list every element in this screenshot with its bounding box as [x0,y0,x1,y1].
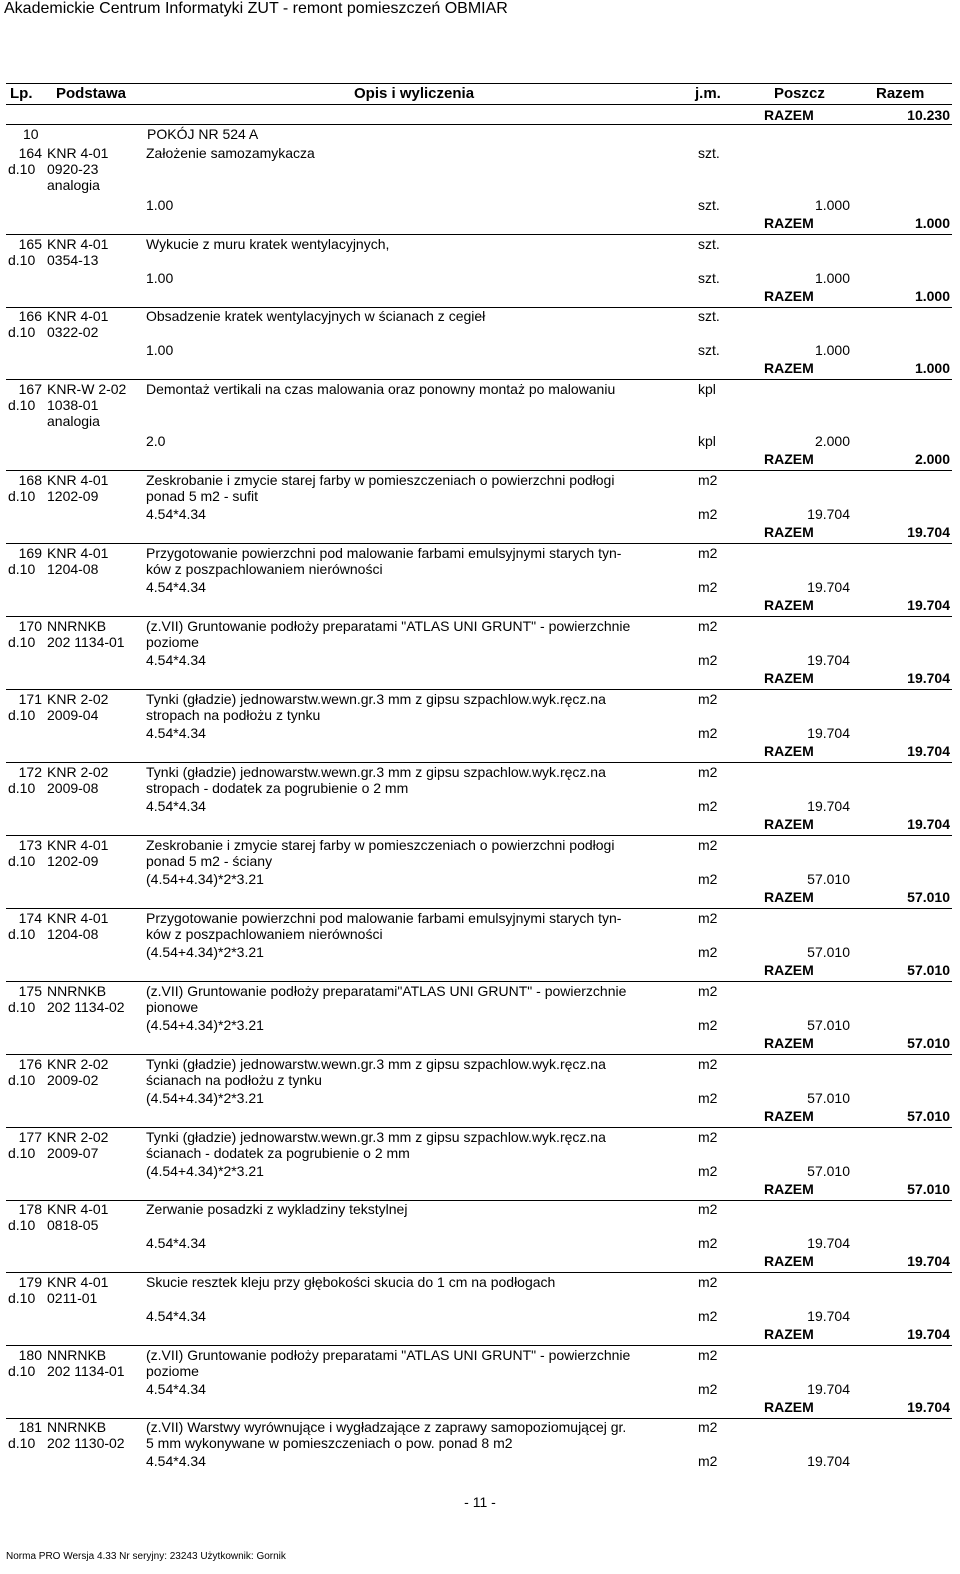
page-number: - 11 - [464,1494,496,1510]
item-basis-line: KNR 4-01 [47,236,109,252]
item-calc-unit: m2 [698,1235,718,1251]
item-basis-line: 1202-09 [47,853,99,869]
item-unit: m2 [698,764,718,780]
item-lp: 176 [18,1056,42,1072]
item-lp-sub: d.10 [8,1363,36,1379]
item-lp-sub: d.10 [8,1217,36,1233]
item-description-line: ścianach - dodatek za pogrubienie o 2 mm [146,1145,410,1161]
item-basis-line: KNR 2-02 [47,1129,109,1145]
item-lp-sub: d.10 [8,324,36,340]
item-rule [6,689,952,690]
item-unit: m2 [698,691,718,707]
item-basis-line: 0354-13 [47,252,99,268]
item-basis-line: 2009-02 [47,1072,99,1088]
item-razem-label: RAZEM [764,743,814,759]
item-razem-label: RAZEM [764,1181,814,1197]
item-lp-sub: d.10 [8,561,36,577]
top-razem-value: 10.230 [907,107,950,123]
item-description-line: poziome [146,1363,199,1379]
item-calc-unit: szt. [698,342,720,358]
item-partial-value: 57.010 [807,1017,850,1033]
item-basis-line: 2009-07 [47,1145,99,1161]
item-lp-sub: d.10 [8,707,36,723]
item-basis-line: 2009-08 [47,780,99,796]
item-description-line: ścianach na podłożu z tynku [146,1072,322,1088]
item-description-line: Skucie resztek kleju przy głębokości skucia do 1 cm na podłogach [146,1274,556,1290]
item-lp: 169 [18,545,42,561]
item-partial-value: 19.704 [807,1235,850,1251]
col-header-razem: Razem [876,85,925,102]
item-lp-sub: d.10 [8,252,36,268]
item-lp-sub: d.10 [8,1290,36,1306]
item-unit: m2 [698,1056,718,1072]
item-razem-value: 57.010 [907,1181,950,1197]
item-lp-sub: d.10 [8,926,36,942]
item-calc-unit: szt. [698,270,720,286]
item-calculation: 1.00 [146,342,174,358]
item-rule [6,762,952,763]
item-unit: m2 [698,618,718,634]
item-lp-sub: d.10 [8,999,36,1015]
item-basis-line: analogia [47,413,100,429]
item-description-line: Założenie samozamykacza [146,145,315,161]
item-unit: m2 [698,1129,718,1145]
item-partial-value: 19.704 [807,1308,850,1324]
item-calc-unit: m2 [698,1381,718,1397]
item-razem-value: 57.010 [907,889,950,905]
item-rule [6,835,952,836]
item-partial-value: 57.010 [807,1163,850,1179]
item-unit: m2 [698,983,718,999]
col-header-poszcz: Poszcz [774,85,825,102]
item-razem-value: 1.000 [914,215,950,231]
item-basis-line: KNR 2-02 [47,764,109,780]
item-description-line: ponad 5 m2 - ściany [146,853,273,869]
item-razem-label: RAZEM [764,524,814,540]
item-unit: m2 [698,1201,718,1217]
item-description-line: Zerwanie posadzki z wykladziny tekstylnej [146,1201,408,1217]
item-basis-line: 1204-08 [47,561,99,577]
item-basis-line: NNRNKB [47,618,107,634]
item-calc-unit: m2 [698,579,718,595]
item-unit: m2 [698,1419,718,1435]
item-razem-label: RAZEM [764,451,814,467]
item-partial-value: 57.010 [807,871,850,887]
item-unit: m2 [698,472,718,488]
item-razem-value: 19.704 [907,670,950,686]
item-lp: 172 [18,764,42,780]
item-basis-line: 0920-23 [47,161,99,177]
item-partial-value: 19.704 [807,506,850,522]
item-basis-line: KNR 4-01 [47,1274,109,1290]
item-description-line: Tynki (gładzie) jednowarstw.wewn.gr.3 mm z gipsu szpachlow.wyk.ręcz.na [146,1129,606,1145]
item-lp: 173 [18,837,42,853]
item-unit: szt. [698,145,720,161]
item-lp-sub: d.10 [8,780,36,796]
item-basis-line: KNR 4-01 [47,308,109,324]
item-calculation: 2.0 [146,433,166,449]
item-description-line: Tynki (gładzie) jednowarstw.wewn.gr.3 mm z gipsu szpachlow.wyk.ręcz.na [146,764,606,780]
item-partial-value: 1.000 [814,270,850,286]
item-lp-sub: d.10 [8,1145,36,1161]
item-description-line: (z.VII) Gruntowanie podłoży preparatami "ATLAS UNI GRUNT" - powierzchnie [146,618,631,634]
item-razem-value: 57.010 [907,1035,950,1051]
item-basis-line: KNR 2-02 [47,691,109,707]
item-razem-label: RAZEM [764,1326,814,1342]
item-description-line: Zeskrobanie i zmycie starej farby w pomieszczeniach o powierzchni podłogi [146,472,615,488]
item-description-line: ków z poszpachlowaniem nierówności [146,561,383,577]
item-partial-value: 2.000 [814,433,850,449]
item-razem-label: RAZEM [764,597,814,613]
item-basis-line: analogia [47,177,100,193]
item-rule [6,981,952,982]
item-basis-line: KNR 4-01 [47,837,109,853]
item-calculation: (4.54+4.34)*2*3.21 [146,1017,264,1033]
item-unit: m2 [698,837,718,853]
item-partial-value: 1.000 [814,342,850,358]
item-razem-value: 2.000 [914,451,950,467]
item-basis-line: 1204-08 [47,926,99,942]
item-basis-line: 202 1130-02 [47,1435,125,1451]
item-partial-value: 19.704 [807,798,850,814]
item-calculation: (4.54+4.34)*2*3.21 [146,1163,264,1179]
item-razem-label: RAZEM [764,1108,814,1124]
item-calc-unit: m2 [698,1090,718,1106]
item-unit: m2 [698,1347,718,1363]
item-calc-unit: kpl [698,433,716,449]
item-description-line: (z.VII) Gruntowanie podłoży preparatami "ATLAS UNI GRUNT" - powierzchnie [146,1347,631,1363]
item-lp: 168 [18,472,42,488]
item-rule [6,616,952,617]
item-razem-label: RAZEM [764,1253,814,1269]
item-basis-line: NNRNKB [47,1347,107,1363]
item-partial-value: 57.010 [807,1090,850,1106]
item-partial-value: 1.000 [814,197,850,213]
item-description-line: ków z poszpachlowaniem nierówności [146,926,383,942]
item-basis-line: 202 1134-02 [47,999,125,1015]
item-basis-line: 202 1134-01 [47,634,125,650]
item-razem-value: 19.704 [907,1326,950,1342]
item-unit: szt. [698,308,720,324]
item-lp: 177 [18,1129,42,1145]
document-title: Akademickie Centrum Informatyki ZUT - remont pomieszczeń OBMIAR [4,0,508,17]
section-title: POKÓJ NR 524 A [147,126,259,142]
item-lp: 165 [18,236,42,252]
item-lp-sub: d.10 [8,1435,36,1451]
item-calc-unit: szt. [698,197,720,213]
item-razem-value: 19.704 [907,816,950,832]
item-razem-value: 1.000 [914,288,950,304]
col-header-opis: Opis i wyliczenia [354,85,475,102]
item-calc-unit: m2 [698,1163,718,1179]
item-razem-value: 19.704 [907,1399,950,1415]
col-header-podstawa: Podstawa [56,85,127,102]
item-basis-line: KNR 4-01 [47,472,109,488]
item-calc-unit: m2 [698,1017,718,1033]
item-lp-sub: d.10 [8,397,36,413]
item-unit: szt. [698,236,720,252]
item-lp: 170 [18,618,42,634]
item-rule [6,543,952,544]
section-number: 10 [23,126,39,142]
item-description-line: Tynki (gładzie) jednowarstw.wewn.gr.3 mm z gipsu szpachlow.wyk.ręcz.na [146,691,606,707]
item-calculation: 4.54*4.34 [146,1235,206,1251]
item-basis-line: 1202-09 [47,488,99,504]
item-lp-sub: d.10 [8,488,36,504]
item-razem-value: 19.704 [907,524,950,540]
item-partial-value: 19.704 [807,652,850,668]
item-rule [6,1345,952,1346]
item-calculation: (4.54+4.34)*2*3.21 [146,944,264,960]
item-calculation: (4.54+4.34)*2*3.21 [146,1090,264,1106]
item-lp: 181 [18,1419,42,1435]
item-razem-label: RAZEM [764,1035,814,1051]
item-rule [6,379,952,380]
item-lp: 179 [18,1274,42,1290]
item-basis-line: 1038-01 [47,397,99,413]
item-partial-value: 19.704 [807,1381,850,1397]
item-lp-sub: d.10 [8,853,36,869]
item-calculation: 4.54*4.34 [146,652,206,668]
item-rule [6,908,952,909]
item-rule [6,470,952,471]
item-lp: 174 [18,910,42,926]
item-rule [6,234,952,235]
item-description-line: Przygotowanie powierzchni pod malowanie farbami emulsyjnymi starych tyn- [146,910,622,926]
item-description-line: Tynki (gładzie) jednowarstw.wewn.gr.3 mm z gipsu szpachlow.wyk.ręcz.na [146,1056,606,1072]
item-rule [6,1054,952,1055]
item-razem-value: 19.704 [907,1253,950,1269]
item-calculation: 1.00 [146,197,174,213]
item-description-line: ponad 5 m2 - sufit [146,488,259,504]
item-razem-label: RAZEM [764,1399,814,1415]
item-description-line: (z.VII) Warstwy wyrównujące i wygładzające z zaprawy samopoziomującej gr. [146,1419,627,1435]
item-lp: 175 [18,983,42,999]
item-unit: kpl [698,381,716,397]
item-rule [6,1272,952,1273]
item-razem-value: 19.704 [907,743,950,759]
item-basis-line: NNRNKB [47,1419,107,1435]
item-lp: 164 [18,145,42,161]
item-unit: m2 [698,545,718,561]
header-top-rule [6,83,952,84]
item-calc-unit: m2 [698,944,718,960]
item-description-line: stropach - dodatek za pogrubienie o 2 mm [146,780,409,796]
item-calc-unit: m2 [698,798,718,814]
item-partial-value: 19.704 [807,579,850,595]
item-lp: 167 [18,381,42,397]
item-lp-sub: d.10 [8,1072,36,1088]
item-calculation: 4.54*4.34 [146,725,206,741]
item-description-line: (z.VII) Gruntowanie podłoży preparatami"ATLAS UNI GRUNT" - powierzchnie [146,983,627,999]
item-basis-line: 0322-02 [47,324,99,340]
item-basis-line: KNR 4-01 [47,1201,109,1217]
item-calculation: 4.54*4.34 [146,798,206,814]
item-calc-unit: m2 [698,1453,718,1469]
item-basis-line: NNRNKB [47,983,107,999]
item-description-line: Demontaż vertikali na czas malowania oraz ponowny montaż po malowaniu [146,381,616,397]
item-calculation: 1.00 [146,270,174,286]
item-calc-unit: m2 [698,1308,718,1324]
item-razem-value: 1.000 [914,360,950,376]
item-description-line: Wykucie z muru kratek wentylacyjnych, [146,236,390,252]
footer-text: Norma PRO Wersja 4.33 Nr seryjny: 23243 Użytkownik: Gornik [6,1551,286,1562]
item-basis-line: 0818-05 [47,1217,99,1233]
top-razem-label: RAZEM [764,107,814,123]
item-lp-sub: d.10 [8,161,36,177]
item-razem-label: RAZEM [764,962,814,978]
header-bottom-rule [6,104,952,105]
item-partial-value: 19.704 [807,725,850,741]
item-partial-value: 19.704 [807,1453,850,1469]
item-calculation: 4.54*4.34 [146,1381,206,1397]
item-calculation: 4.54*4.34 [146,1308,206,1324]
item-description-line: poziome [146,634,199,650]
item-razem-label: RAZEM [764,215,814,231]
item-lp: 180 [18,1347,42,1363]
item-calc-unit: m2 [698,871,718,887]
item-razem-label: RAZEM [764,360,814,376]
item-calc-unit: m2 [698,652,718,668]
item-description-line: 5 mm wykonywane w pomieszczeniach o pow. ponad 8 m2 [146,1435,513,1451]
item-razem-label: RAZEM [764,670,814,686]
item-basis-line: KNR 4-01 [47,145,109,161]
item-basis-line: 2009-04 [47,707,99,723]
col-header-jm: j.m. [695,85,721,102]
item-lp-sub: d.10 [8,634,36,650]
item-basis-line: KNR 4-01 [47,910,109,926]
item-basis-line: KNR 2-02 [47,1056,109,1072]
item-lp: 166 [18,308,42,324]
item-razem-value: 57.010 [907,962,950,978]
item-description-line: Obsadzenie kratek wentylacyjnych w ścianach z cegieł [146,308,486,324]
item-calculation: 4.54*4.34 [146,506,206,522]
item-description-line: Przygotowanie powierzchni pod malowanie farbami emulsyjnymi starych tyn- [146,545,622,561]
item-rule [6,1127,952,1128]
item-calc-unit: m2 [698,506,718,522]
item-calc-unit: m2 [698,725,718,741]
item-unit: m2 [698,910,718,926]
item-razem-label: RAZEM [764,288,814,304]
item-basis-line: KNR-W 2-02 [47,381,127,397]
col-header-lp: Lp. [10,85,33,102]
item-partial-value: 57.010 [807,944,850,960]
item-calculation: (4.54+4.34)*2*3.21 [146,871,264,887]
item-basis-line: 202 1134-01 [47,1363,125,1379]
item-calculation: 4.54*4.34 [146,1453,206,1469]
item-razem-label: RAZEM [764,889,814,905]
item-razem-label: RAZEM [764,816,814,832]
item-lp: 178 [18,1201,42,1217]
item-lp: 171 [18,691,42,707]
item-basis-line: 0211-01 [47,1290,98,1306]
item-razem-value: 19.704 [907,597,950,613]
item-calculation: 4.54*4.34 [146,579,206,595]
item-description-line: Zeskrobanie i zmycie starej farby w pomieszczeniach o powierzchni podłogi [146,837,615,853]
item-basis-line: KNR 4-01 [47,545,109,561]
item-razem-value: 57.010 [907,1108,950,1124]
item-description-line: pionowe [146,999,199,1015]
section-rule [6,124,952,125]
item-unit: m2 [698,1274,718,1290]
item-description-line: stropach na podłożu z tynku [146,707,321,723]
